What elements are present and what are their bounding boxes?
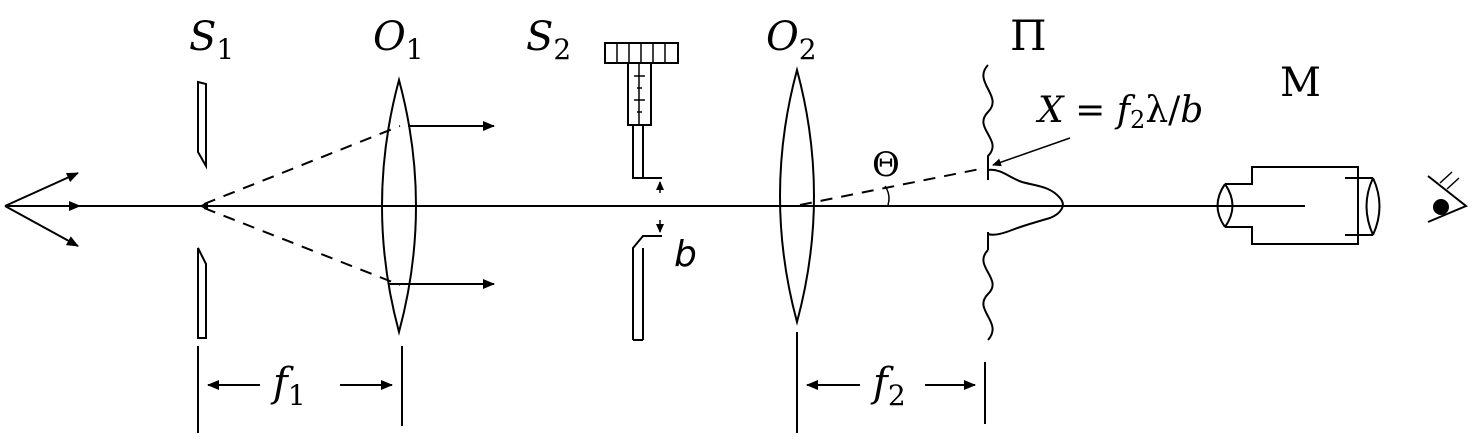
formula-x: X = f2λ/b	[1038, 90, 1204, 134]
label-microscope: M	[1280, 60, 1321, 106]
label-screen: Π	[1010, 11, 1047, 60]
label-f1: $f_1$	[273, 360, 306, 412]
source-rays	[5, 173, 80, 246]
label-s1: $S_1$	[189, 14, 235, 66]
label-s2: $S_2$	[526, 14, 572, 66]
label-gap-b: b	[674, 234, 697, 275]
slit-s1	[198, 82, 206, 338]
formula-pointer	[993, 138, 1070, 165]
slit-s2	[605, 43, 678, 340]
lens-o2	[780, 70, 814, 322]
intensity-profile	[988, 170, 1063, 235]
eye-icon	[1428, 172, 1466, 222]
label-o1: $O_1$	[373, 14, 424, 66]
label-o2: $O_2$	[766, 14, 817, 66]
screen-pi	[983, 65, 992, 340]
label-f2: $f_2$	[873, 360, 906, 412]
label-angle: Θ	[872, 145, 900, 185]
